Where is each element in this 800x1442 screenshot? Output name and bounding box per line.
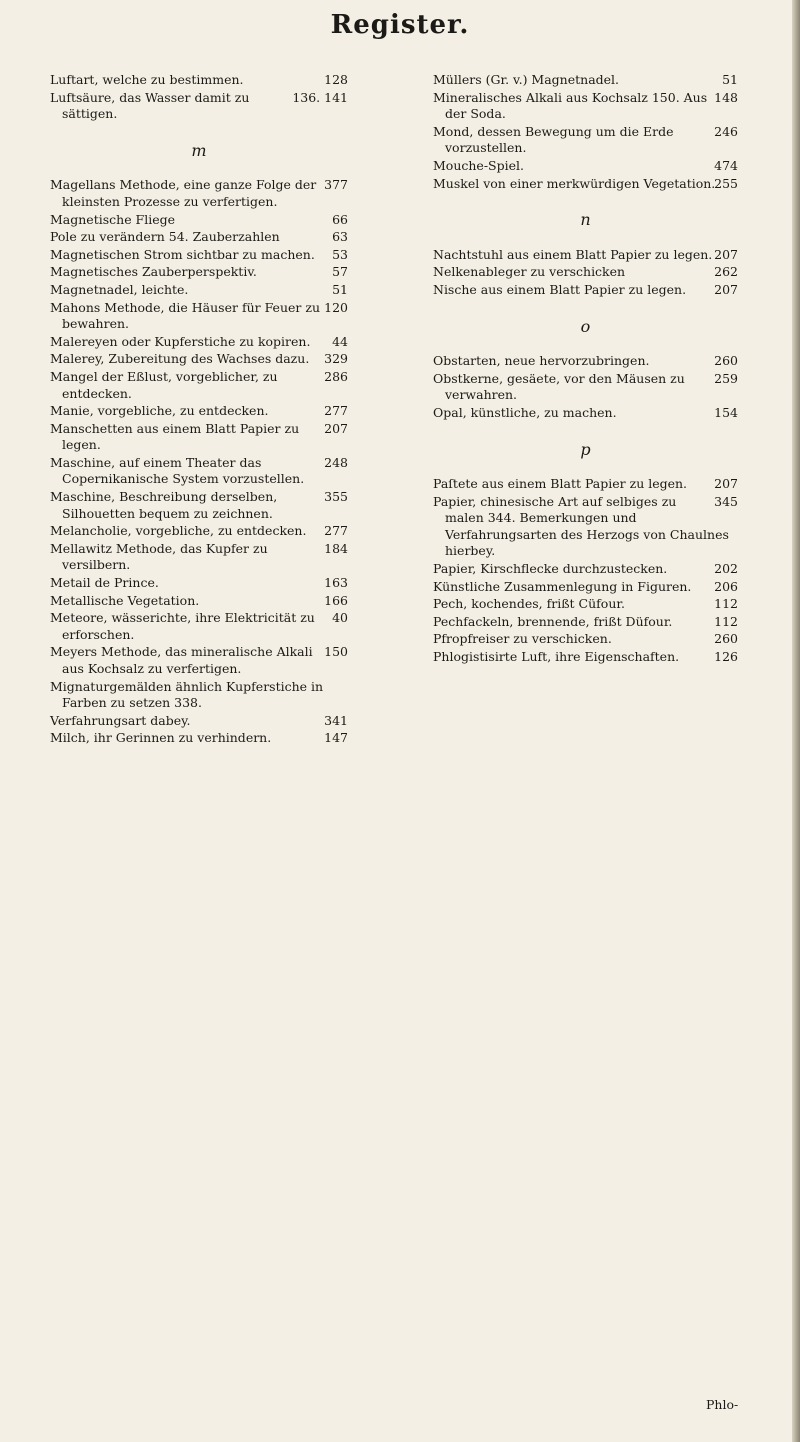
- index-entry: [50, 90, 348, 123]
- index-entry: [433, 124, 738, 157]
- entry-text: Magnetnadel, leichte.: [50, 281, 189, 297]
- entry-text: Phlogistisirte Luft, ihre Eigenschaften.: [433, 649, 680, 665]
- index-entry: [50, 300, 348, 333]
- index-entry: [50, 264, 348, 281]
- page-number: 207: [714, 476, 738, 492]
- page-number: 66: [332, 211, 348, 227]
- entry-text: Luftsäure, das Wasser damit zu sättigen.: [50, 89, 250, 122]
- index-entry: [433, 90, 738, 123]
- entry-text: Opal, künstliche, zu machen.: [433, 404, 617, 420]
- index-entry: [433, 176, 738, 193]
- left-column: [50, 72, 348, 748]
- index-entry: [433, 476, 738, 493]
- page-number: 147: [324, 730, 348, 746]
- page-number: 341: [324, 712, 348, 728]
- section-letter: p: [580, 439, 591, 459]
- entry-text: Mignaturgemälden ähnlich Kupferstiche in Farben zu setzen 338.: [50, 678, 324, 711]
- index-entry: [50, 177, 348, 210]
- index-entry: [433, 247, 738, 264]
- section-letter: o: [580, 316, 591, 336]
- page-number: 248: [324, 454, 348, 470]
- entry-text: Meteore, wässerichte, ihre Elektricität zu erforschen.: [50, 610, 315, 642]
- entry-text: Obstkerne, gesäete, vor den Mäusen zu verwahren.: [433, 370, 685, 403]
- entry-text: Pech, kochendes, frißt Cüfour.: [433, 596, 625, 612]
- entry-text: Magnetisches Zauberperspektiv.: [50, 264, 257, 280]
- entry-text: Künstliche Zusammenlegung in Figuren.: [433, 578, 692, 594]
- page-edge-shadow: [792, 0, 800, 1442]
- page-number: 136. 141: [292, 89, 348, 105]
- index-entry: [50, 229, 348, 246]
- page-number: 259: [714, 370, 738, 386]
- page-number: 112: [714, 596, 738, 612]
- entry-text: Mond, dessen Bewegung um die Erde vorzustellen.: [433, 123, 674, 156]
- index-entry: [50, 644, 348, 677]
- page-number: 51: [722, 72, 738, 87]
- index-entry: [50, 679, 348, 712]
- index-entry: [433, 631, 738, 648]
- entry-text: Metail de Prince.: [50, 575, 159, 591]
- index-entry: [50, 610, 348, 643]
- index-entry: [50, 403, 348, 420]
- page-number: 207: [324, 420, 348, 436]
- index-entry: [433, 282, 738, 299]
- index-entry: [433, 371, 738, 404]
- index-entry: [433, 579, 738, 596]
- entry-text: Mahons Methode, die Häuser für Feuer zu bewahren.: [50, 299, 320, 332]
- entry-text: Maschine, auf einem Theater das Copernikanische System vorzustellen.: [50, 454, 305, 487]
- page-number: 40: [332, 610, 348, 626]
- page-number: 120: [324, 299, 348, 315]
- entry-text: Nelkenableger zu verschicken: [433, 264, 626, 280]
- page-number: 255: [714, 175, 738, 191]
- entry-text: Luftart, welche zu bestimmen.: [50, 72, 244, 87]
- index-entry: [50, 593, 348, 610]
- index-entry: [50, 455, 348, 488]
- entry-text: Mellawitz Methode, das Kupfer zu versilbern.: [50, 540, 268, 573]
- entry-text: Pfropfreiser zu verschicken.: [433, 631, 612, 647]
- section-letter: n: [580, 210, 591, 230]
- index-entry: [50, 575, 348, 592]
- entry-text: Müllers (Gr. v.) Magnetnadel.: [433, 72, 620, 87]
- entry-text: Paſtete aus einem Blatt Papier zu legen.: [433, 476, 688, 492]
- section-letter: m: [191, 140, 207, 160]
- entry-text: Mouche-Spiel.: [433, 157, 524, 173]
- index-entry: [433, 158, 738, 175]
- index-entry: [50, 713, 348, 730]
- page-number: 44: [332, 333, 348, 349]
- entry-text: Magellans Methode, eine ganze Folge der kleinsten Prozesse zu verfertigen.: [50, 177, 317, 209]
- page-number: 277: [324, 523, 348, 539]
- entry-text: Nische aus einem Blatt Papier zu legen.: [433, 281, 687, 297]
- entry-text: Meyers Methode, das mineralische Alkali aus Kochsalz zu verfertigen.: [50, 644, 313, 676]
- page-title: Register.: [330, 10, 470, 40]
- page-number: 246: [714, 123, 738, 139]
- index-entry: [433, 649, 738, 666]
- entry-text: Malerey, Zubereitung des Wachses dazu.: [50, 351, 310, 367]
- page-number: 154: [714, 404, 738, 420]
- page-number: 57: [332, 264, 348, 280]
- index-entry: [50, 351, 348, 368]
- index-entry: [433, 494, 738, 560]
- page-number: 184: [324, 540, 348, 556]
- index-entry: [50, 489, 348, 522]
- index-entry: [50, 369, 348, 402]
- index-entry: [50, 541, 348, 574]
- page-number: 126: [714, 649, 738, 665]
- entry-text: Papier, Kirschflecke durchzustecken.: [433, 561, 668, 577]
- page-number: 112: [714, 613, 738, 629]
- entry-text: Manie, vorgebliche, zu entdecken.: [50, 403, 269, 419]
- entry-text: Verfahrungsart dabey.: [50, 712, 191, 728]
- page-number: 286: [324, 368, 348, 384]
- index-entry: [50, 523, 348, 540]
- entry-text: Pechfackeln, brennende, frißt Düfour.: [433, 613, 673, 629]
- index-entry: [433, 72, 738, 89]
- page-number: 474: [714, 157, 738, 173]
- page-number: 53: [332, 246, 348, 262]
- entry-text: Muskel von einer merkwürdigen Vegetation.: [433, 175, 716, 191]
- entry-text: Mangel der Eßlust, vorgeblicher, zu entdecken.: [50, 368, 278, 401]
- page-number: 202: [714, 561, 738, 577]
- entry-text: Papier, chinesische Art auf selbiges zu malen 344. Bemerkungen und Verfahrungsarten des Herzogs von Chaulnes hierbey.: [433, 493, 729, 559]
- page-number: 329: [324, 351, 348, 367]
- index-entry: [50, 730, 348, 747]
- index-entry: [50, 247, 348, 264]
- index-entry: [50, 334, 348, 351]
- entry-text: Magnetischen Strom sichtbar zu machen.: [50, 246, 315, 262]
- page-number: 163: [324, 575, 348, 591]
- right-column: [433, 72, 738, 667]
- page-number: 63: [332, 229, 348, 245]
- index-entry: [433, 596, 738, 613]
- index-entry: [433, 405, 738, 422]
- page-number: 260: [714, 631, 738, 647]
- page-number: 355: [324, 489, 348, 505]
- entry-text: Nachtstuhl aus einem Blatt Papier zu legen.: [433, 246, 713, 262]
- entry-text: Manschetten aus einem Blatt Papier zu legen.: [50, 420, 300, 453]
- index-entry: [50, 421, 348, 454]
- entry-text: Maschine, Beschreibung derselben, Silhouetten bequem zu zeichnen.: [50, 489, 278, 521]
- entry-text: Obstarten, neue hervorzubringen.: [433, 353, 650, 369]
- page-number: 207: [714, 246, 738, 262]
- entry-text: Milch, ihr Gerinnen zu verhindern.: [50, 730, 272, 746]
- page-number: 277: [324, 403, 348, 419]
- index-entry: [50, 282, 348, 299]
- page-number: 150: [324, 644, 348, 660]
- page-number: 345: [714, 493, 738, 509]
- entry-text: Mineralisches Alkali aus Kochsalz 150. Aus der Soda.: [433, 89, 708, 122]
- index-entry: [433, 561, 738, 578]
- index-entry: [433, 614, 738, 631]
- entry-text: Melancholie, vorgebliche, zu entdecken.: [50, 523, 307, 539]
- page-number: 51: [332, 281, 348, 297]
- index-entry: [50, 212, 348, 229]
- entry-text: Magnetische Fliege: [50, 211, 176, 227]
- page-number: 206: [714, 578, 738, 594]
- page-number: 260: [714, 353, 738, 369]
- entry-text: Pole zu verändern 54. Zauberzahlen: [50, 229, 280, 245]
- entry-text: Metallische Vegetation.: [50, 592, 200, 608]
- page-number: 262: [714, 264, 738, 280]
- index-entry: [50, 72, 348, 89]
- page-number: 148: [714, 89, 738, 105]
- catchword: Phlo-: [706, 1397, 739, 1412]
- page-number: 377: [324, 177, 348, 193]
- page-number: 207: [714, 281, 738, 297]
- page-number: 128: [324, 72, 348, 87]
- index-entry: [433, 353, 738, 370]
- index-entry: [433, 264, 738, 281]
- entry-text: Malereyen oder Kupferstiche zu kopiren.: [50, 333, 311, 349]
- page-number: 166: [324, 592, 348, 608]
